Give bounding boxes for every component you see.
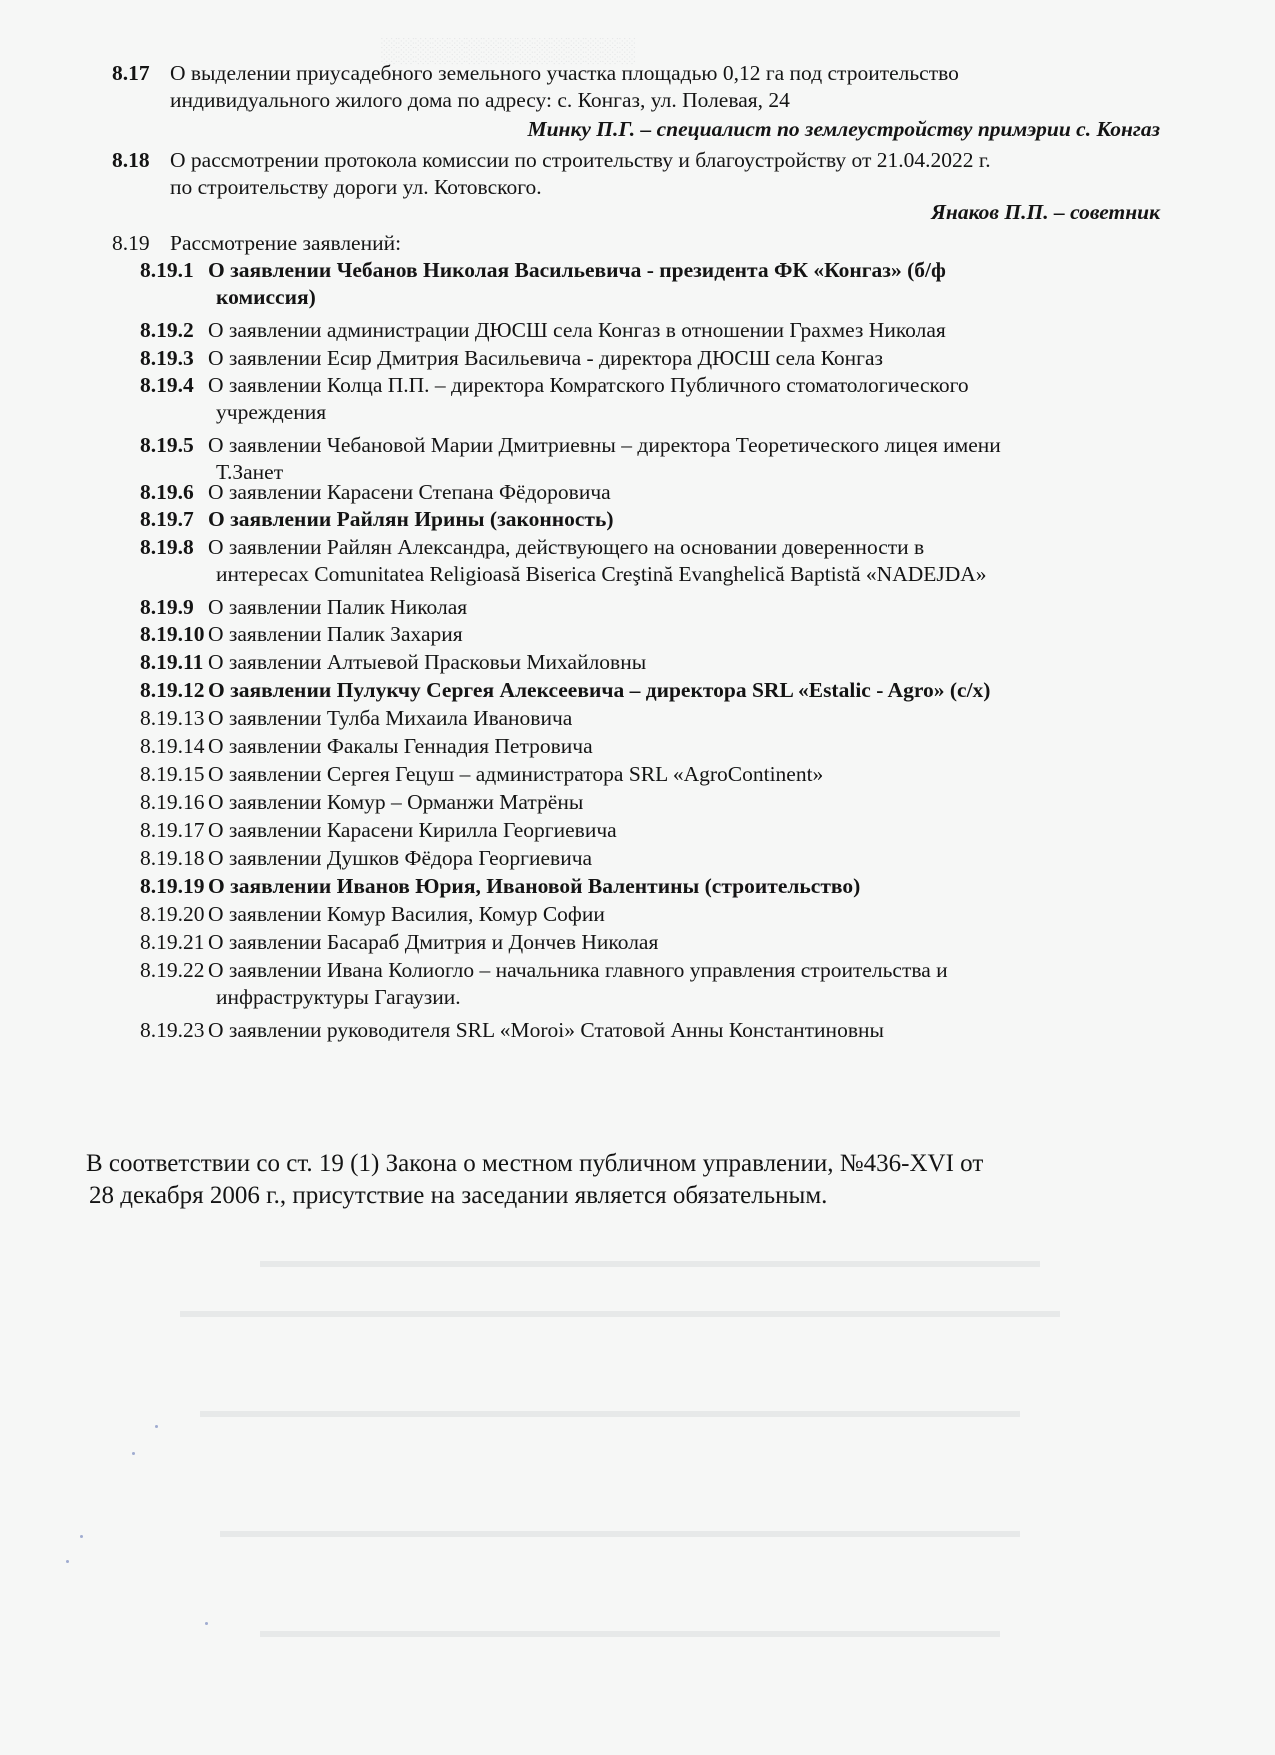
application-text-line: О заявлении Комур Василия, Комур Софии (208, 902, 605, 926)
closing-paragraph (86, 1148, 1166, 1212)
application-number: 8.19.11 (140, 650, 204, 674)
application-text-line: О заявлении Карасени Степана Фёдоровича (208, 480, 611, 504)
application-text-line: О заявлении Тулба Михаила Ивановича (208, 706, 573, 730)
application-text-line: Т.Занет (216, 460, 284, 484)
item-number: 8.18 (112, 148, 150, 172)
application-text-line: О заявлении Чебанов Николая Васильевича - президента ФК «Конгаз» (б/ф (208, 258, 946, 282)
item-responsible: Минку П.Г. – специалист по землеустройству примэрии с. Конгаз (527, 117, 1160, 141)
application-text-line: О заявлении Ивана Колиогло – начальника главного управления строительства и (208, 958, 948, 982)
application-number: 8.19.16 (140, 790, 205, 814)
bleed-through-line: ▬▬▬▬▬▬▬▬▬▬▬▬▬▬▬▬▬▬▬▬▬▬▬▬▬▬▬▬▬▬▬▬▬▬▬▬▬ (260, 1620, 1000, 1642)
closing-line: В соответствии со ст. 19 (1) Закона о местном публичном управлении, №436-XVI от (86, 1150, 984, 1177)
application-text (208, 621, 1140, 648)
agenda-item-8-17 (112, 60, 1172, 114)
application-number: 8.19.22 (140, 958, 205, 982)
item-text-line: О рассмотрении протокола комиссии по строительству и благоустройству от 21.04.2022 г. (170, 148, 991, 172)
application-text (208, 873, 1140, 900)
application-text-line: О заявлении Факалы Геннадия Петровича (208, 734, 593, 758)
item-number: 8.17 (112, 61, 150, 85)
scan-speck (80, 1535, 83, 1538)
application-number: 8.19.2 (140, 318, 194, 342)
application-text (208, 534, 1140, 588)
application-text-line: учреждения (216, 400, 327, 424)
application-number: 8.19.20 (140, 902, 205, 926)
application-number: 8.19.8 (140, 535, 194, 559)
application-number: 8.19.5 (140, 433, 194, 457)
application-text (208, 705, 1140, 732)
application-text-line: О заявлении Колца П.П. – директора Комратского Публичного стоматологического (208, 373, 969, 397)
application-text-line: О заявлении Райлян Александра, действующего на основании доверенности в (208, 535, 925, 559)
application-text (208, 506, 1140, 533)
application-number: 8.19.9 (140, 595, 194, 619)
application-text (208, 901, 1140, 928)
application-number: 8.19.17 (140, 818, 205, 842)
application-text (208, 649, 1140, 676)
application-text (208, 479, 1140, 506)
application-number: 8.19.4 (140, 373, 194, 397)
agenda-item-8-19 (112, 230, 1172, 257)
application-text-line: О заявлении Чебановой Марии Дмитриевны – директора Теоретического лицея имени (208, 433, 1001, 457)
application-number: 8.19.19 (140, 874, 205, 898)
application-text-line: О заявлении Душков Фёдора Георгиевича (208, 846, 593, 870)
application-text-line: О заявлении Райлян Ирины (законность) (208, 507, 614, 531)
application-text-line: О заявлении Басараб Дмитрия и Дончев Николая (208, 930, 659, 954)
application-text (208, 845, 1140, 872)
scan-speck (155, 1425, 158, 1428)
closing-line: 28 декабря 2006 г., присутствие на заседании является обязательным. (89, 1182, 828, 1209)
application-number: 8.19.6 (140, 480, 194, 504)
scan-speck (205, 1622, 208, 1625)
application-number: 8.19.12 (140, 678, 205, 702)
application-text-line: О заявлении администрации ДЮСШ села Конгаз в отношении Грахмез Николая (208, 318, 946, 342)
application-text (208, 257, 1140, 311)
application-text-line: комиссия) (216, 285, 316, 309)
application-text (208, 957, 1140, 1011)
application-text (208, 677, 1140, 704)
bleed-through-line: ▬▬▬▬▬▬▬▬▬▬▬▬▬▬▬▬▬▬▬▬▬▬▬▬▬▬▬▬▬▬▬▬▬▬▬▬▬▬▬ (260, 1250, 1040, 1272)
item-responsible: Янаков П.П. – советник (931, 200, 1160, 224)
application-text (208, 345, 1140, 372)
item-text: Рассмотрение заявлений: (170, 231, 402, 255)
application-number: 8.19.3 (140, 346, 194, 370)
bleed-through-line: ▬▬▬▬▬▬▬▬▬▬▬▬▬▬▬▬▬▬▬▬▬▬▬▬▬▬▬▬▬▬▬▬▬▬▬▬▬▬▬▬▬▬▬▬ (180, 1300, 1060, 1322)
item-text-line: О выделении приусадебного земельного участка площадью 0,12 га под строительство (170, 61, 959, 85)
application-text (208, 1017, 1140, 1044)
application-text (208, 432, 1140, 486)
application-text (208, 372, 1140, 426)
application-number: 8.19.7 (140, 507, 194, 531)
scan-speck (66, 1560, 69, 1563)
application-text-line: инфраструктуры Гагаузии. (216, 985, 461, 1009)
application-text-line: О заявлении Сергея Гецуш – администратора SRL «AgroContinent» (208, 762, 824, 786)
application-text-line: О заявлении Палик Захария (208, 622, 463, 646)
item-text (170, 60, 1172, 114)
application-text-line: О заявлении руководителя SRL «Moroi» Статовой Анны Константиновны (208, 1018, 884, 1042)
application-text (208, 594, 1140, 621)
application-text (208, 817, 1140, 844)
bleed-through-line: ▬▬▬▬▬▬▬▬▬▬▬▬▬▬▬▬▬▬▬▬▬▬▬▬▬▬▬▬▬▬▬▬▬▬▬▬▬▬▬▬▬ (200, 1400, 1020, 1422)
application-text (208, 929, 1140, 956)
bleed-through-line: ░░░░░░░░░░░░░░░ (380, 38, 636, 64)
application-number: 8.19.15 (140, 762, 205, 786)
application-text (208, 733, 1140, 760)
application-text-line: интересах Comunitatea Religioasă Biserica Creştină Evanghelică Baptistă «NADEJDA» (216, 562, 987, 586)
application-text-line: О заявлении Палик Николая (208, 595, 468, 619)
application-number: 8.19.23 (140, 1018, 205, 1042)
application-number: 8.19.18 (140, 846, 205, 870)
scan-speck (132, 1452, 135, 1455)
application-text-line: О заявлении Комур – Орманжи Матрёны (208, 790, 584, 814)
application-text (208, 761, 1140, 788)
application-text-line: О заявлении Карасени Кирилла Георгиевича (208, 818, 617, 842)
application-text-line: О заявлении Есир Дмитрия Васильевича - директора ДЮСШ села Конгаз (208, 346, 884, 370)
application-text-line: О заявлении Пулукчу Сергея Алексеевича – директора SRL «Estalic - Agro» (с/х) (208, 678, 991, 702)
bleed-through-line: ▬▬▬▬▬▬▬▬▬▬▬▬▬▬▬▬▬▬▬▬▬▬▬▬▬▬▬▬▬▬▬▬▬▬▬▬▬▬▬▬ (220, 1520, 1020, 1542)
application-text-line: О заявлении Алтыевой Прасковьи Михайловны (208, 650, 647, 674)
item-text-line: индивидуального жилого дома по адресу: с. Конгаз, ул. Полевая, 24 (170, 88, 790, 112)
application-number: 8.19.14 (140, 734, 205, 758)
application-number: 8.19.13 (140, 706, 205, 730)
agenda-item-8-18 (112, 147, 1172, 201)
application-number: 8.19.21 (140, 930, 205, 954)
application-text (208, 789, 1140, 816)
application-text-line: О заявлении Иванов Юрия, Ивановой Валентины (строительство) (208, 874, 861, 898)
application-number: 8.19.10 (140, 622, 205, 646)
application-text (208, 317, 1140, 344)
item-text (170, 147, 1172, 201)
item-number: 8.19 (112, 231, 150, 255)
application-number: 8.19.1 (140, 258, 194, 282)
item-text-line: по строительству дороги ул. Котовского. (170, 175, 542, 199)
